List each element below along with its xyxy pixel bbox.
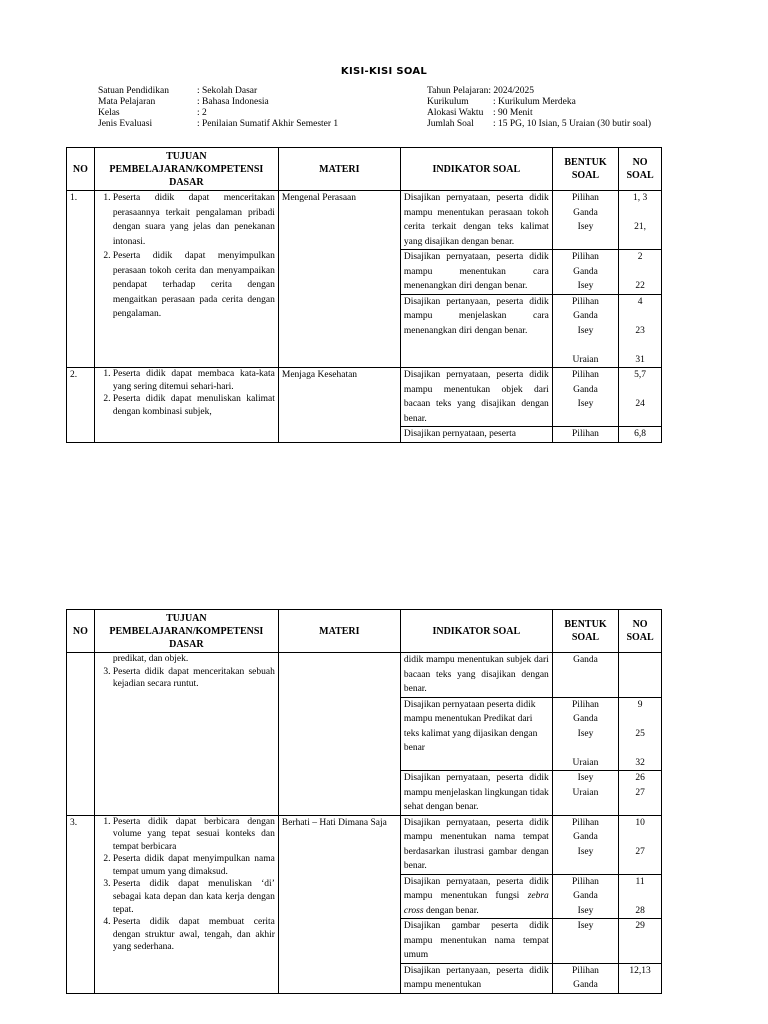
materi-cell: Mengenal Perasaan	[278, 191, 400, 368]
bentuk-line: Isey	[577, 846, 594, 857]
tujuan-item: 1. Peserta didik dapat membaca kata-kata yang sering ditemui sehari-hari.	[113, 368, 275, 393]
bentuk-line: Ganda	[573, 891, 598, 901]
nosoal-line: 28	[635, 905, 645, 916]
meta-value: : Sekolah Dasar	[197, 86, 258, 96]
tujuan-cell	[94, 815, 278, 993]
header-bentuk: BENTUK SOAL	[552, 610, 618, 653]
indikator-cell: Disajikan pernyataan, peserta didik mampu menentukan perasaan tokoh cerita terkait dengan teks kalimat yang disajikan dengan benar.	[400, 191, 552, 250]
nosoal-cell: 29	[619, 919, 662, 964]
bentuk-line: Uraian	[572, 787, 599, 798]
meta-row	[427, 86, 651, 97]
bentuk-line: Uraian	[572, 757, 599, 768]
header-nosoal: NO SOAL	[619, 148, 662, 191]
nosoal-line: 22	[635, 281, 645, 291]
meta-label: Mata Pelajaran	[98, 97, 156, 107]
indikator-cell	[400, 874, 552, 919]
tujuan-item: 2. Peserta didik dapat menyimpulkan nama tempat umum yang dimaksud.	[113, 853, 275, 878]
meta-label: Jumlah Soal	[427, 119, 474, 129]
table-row	[67, 653, 662, 698]
tujuan-item: 2. Peserta didik dapat menuliskan kalimat dengan kombinasi subjek,	[113, 393, 275, 418]
header-indikator: INDIKATOR SOAL	[400, 148, 552, 191]
meta-row	[427, 119, 651, 130]
indikator-cell: Disajikan pernyataan, peserta	[400, 427, 552, 443]
nosoal-cell: 12,13	[619, 963, 662, 993]
bentuk-line: Ganda	[573, 266, 598, 277]
table-header-row	[67, 148, 662, 191]
nosoal-line: 10	[635, 817, 645, 828]
nosoal-cell	[619, 250, 662, 295]
indikator-cell: Disajikan pertanyaan, peserta didik mampu menjelaskan cara menenangkan diri dengan benar.	[400, 294, 552, 368]
bentuk-line: Pilihan	[572, 965, 599, 976]
tujuan-item: 3. Peserta didik dapat menuliskan ‘di’ sebagai kata depan dan kata kerja dengan tepat.	[113, 878, 275, 916]
row-number: 3.	[67, 815, 95, 993]
bentuk-line: Pilihan	[572, 370, 599, 380]
nosoal-line: 25	[635, 728, 645, 739]
bentuk-line: Pilihan	[572, 296, 599, 307]
meta-row	[98, 119, 338, 130]
nosoal-line: 21,	[634, 222, 647, 232]
kisi-table-page-1	[66, 147, 662, 443]
meta-value: : 15 PG, 10 Isian, 5 Uraian (30 butir soal)	[493, 119, 652, 129]
indikator-text: Disajikan pernyataan, peserta didik mampu menentukan fungsi	[403, 876, 549, 901]
materi-cell	[278, 653, 400, 816]
bentuk-cell	[552, 191, 618, 250]
meta-label: Satuan Pendidikan	[98, 86, 169, 96]
tujuan-item: 1. Peserta didik dapat berbicara dengan volume yang tepat sesuai konteks dan tempat berbicara	[113, 816, 275, 854]
nosoal-line: 2	[637, 252, 643, 262]
meta-value: : 2	[197, 108, 207, 118]
bentuk-line: Isey	[577, 399, 594, 409]
nosoal-line: 23	[635, 325, 645, 336]
meta-label: Kelas	[98, 108, 120, 118]
bentuk-line: Pilihan	[572, 252, 599, 262]
nosoal-cell	[619, 697, 662, 771]
bentuk-line	[556, 741, 615, 756]
indikator-cell: Disajikan gambar peserta didik mampu menentukan nama tempat umum	[400, 919, 552, 964]
nosoal-cell	[619, 653, 662, 698]
meta-label: Jenis Evaluasi	[98, 119, 153, 129]
meta-row	[98, 108, 338, 119]
indikator-cell: Disajikan pernyataan peserta didik mampu menentukan Predikat dari teks kalimat yang dijasikan dengan benar	[400, 697, 552, 771]
nosoal-line: 27	[635, 846, 645, 857]
nosoal-cell	[619, 294, 662, 368]
table-header-row	[67, 610, 662, 653]
bentuk-line: Ganda	[573, 207, 598, 218]
table-row	[67, 815, 662, 874]
nosoal-line: 1, 3	[632, 193, 648, 203]
header-materi: MATERI	[278, 610, 400, 653]
nosoal-line	[622, 338, 658, 353]
indikator-text: dengan benar.	[423, 905, 479, 916]
header-tujuan: TUJUAN PEMBELAJARAN/KOMPETENSI DASAR	[94, 610, 278, 653]
bentuk-cell: Ganda	[552, 653, 618, 698]
bentuk-line: Uraian	[572, 354, 599, 365]
nosoal-line	[622, 830, 658, 845]
bentuk-cell: Isey	[552, 919, 618, 964]
meta-value: : 90 Menit	[493, 108, 533, 118]
tujuan-cell	[94, 368, 278, 443]
nosoal-cell	[619, 771, 662, 816]
nosoal-line	[622, 712, 658, 727]
header-tujuan: TUJUAN PEMBELAJARAN/KOMPETENSI DASAR	[94, 148, 278, 191]
header-materi: MATERI	[278, 148, 400, 191]
indikator-cell: Disajikan pernyataan, peserta didik mampu menentukan objek dari bacaan teks yang disajikan dengan benar.	[400, 368, 552, 427]
header-no: NO	[67, 610, 95, 653]
meta-row	[98, 86, 338, 97]
nosoal-line: 5,7	[634, 370, 647, 380]
bentuk-line: Pilihan	[572, 699, 599, 710]
bentuk-line: Isey	[577, 325, 594, 336]
nosoal-cell	[619, 191, 662, 250]
nosoal-line: 27	[635, 787, 645, 798]
bentuk-cell	[552, 294, 618, 368]
bentuk-line: Ganda	[573, 714, 598, 724]
document-title: KISI-KISI SOAL	[340, 66, 428, 77]
meta-label: Alokasi Waktu	[427, 108, 484, 118]
meta-value: : Bahasa Indonesia	[197, 97, 269, 107]
header-indikator: INDIKATOR SOAL	[400, 610, 552, 653]
tujuan-item: 2. Peserta didik dapat menyimpulkan perasaan tokoh cerita dan menyampaikan pendapat terhadap cerita dengan mengaitkan perasaan pada cerita dengan pengalaman.	[113, 249, 275, 322]
bentuk-cell	[552, 250, 618, 295]
meta-left	[98, 86, 338, 130]
nosoal-line	[622, 741, 658, 756]
bentuk-cell	[552, 368, 618, 427]
header-bentuk: BENTUK SOAL	[552, 148, 618, 191]
nosoal-line: 9	[637, 699, 643, 710]
row-number	[67, 653, 95, 816]
bentuk-line: Isey	[577, 281, 594, 291]
bentuk-cell	[552, 815, 618, 874]
meta-value: : Kurikulum Merdeka	[493, 97, 576, 107]
indikator-cell: Disajikan pertanyaan, peserta didik mampu menentukan	[400, 963, 552, 993]
tujuan-continuation: predikat, dan objek.	[112, 654, 189, 664]
indikator-cell: didik mampu menentukan subjek dari bacaan teks yang disajikan dengan benar.	[400, 653, 552, 698]
materi-cell: Berhati – Hati Dimana Saja	[278, 815, 400, 993]
nosoal-line: 24	[635, 399, 645, 409]
meta-label: Kurikulum	[427, 97, 469, 107]
indikator-cell: Disajikan pernyataan, peserta didik mampu menentukan nama tempat berdasarkan ilustrasi gambar dengan benar.	[400, 815, 552, 874]
header-nosoal: NO SOAL	[619, 610, 662, 653]
meta-right	[427, 86, 651, 130]
meta-label: Tahun Pelajaran: 2024/2025	[427, 86, 534, 96]
bentuk-line: Pilihan	[572, 817, 599, 828]
bentuk-line: Pilihan	[572, 193, 599, 203]
bentuk-line	[556, 338, 615, 353]
bentuk-line: Ganda	[573, 832, 598, 842]
indikator-emphasis: zebra cross	[403, 891, 549, 916]
meta-value: : Penilaian Sumatif Akhir Semester 1	[197, 119, 339, 129]
bentuk-line: Ganda	[573, 980, 598, 990]
nosoal-cell: 6,8	[619, 427, 662, 443]
bentuk-cell	[552, 771, 618, 816]
bentuk-cell	[552, 874, 618, 919]
bentuk-cell	[552, 963, 618, 993]
nosoal-line: 26	[635, 773, 645, 783]
bentuk-line: Isey	[577, 222, 594, 232]
meta-row	[98, 97, 338, 108]
nosoal-cell	[619, 815, 662, 874]
meta-row	[427, 108, 651, 119]
nosoal-line	[622, 206, 658, 221]
table-row	[67, 191, 662, 250]
nosoal-cell	[619, 874, 662, 919]
row-number: 2.	[67, 368, 95, 443]
bentuk-line: Ganda	[573, 384, 598, 395]
nosoal-line	[622, 383, 658, 398]
tujuan-cell	[94, 653, 278, 816]
nosoal-line: 31	[635, 354, 645, 365]
bentuk-line: Isey	[577, 905, 594, 916]
bentuk-line: Ganda	[573, 311, 598, 321]
bentuk-line: Pilihan	[572, 876, 599, 887]
bentuk-line: Isey	[577, 773, 594, 783]
bentuk-line: Isey	[577, 728, 594, 739]
nosoal-line	[622, 889, 658, 904]
bentuk-cell: Pilihan	[552, 427, 618, 443]
nosoal-cell	[619, 368, 662, 427]
nosoal-line: 11	[635, 876, 645, 887]
tujuan-cell	[94, 191, 278, 368]
nosoal-line	[622, 309, 658, 324]
tujuan-item: 3. Peserta didik dapat menceritakan sebuah kejadian secara runtut.	[113, 666, 275, 691]
bentuk-cell	[552, 697, 618, 771]
kisi-table-page-2	[66, 609, 662, 994]
row-number: 1.	[67, 191, 95, 368]
header-no: NO	[67, 148, 95, 191]
nosoal-line	[622, 265, 658, 280]
nosoal-line: 32	[635, 757, 645, 768]
tujuan-item: 4. Peserta didik dapat membuat cerita dengan struktur awal, tengah, dan akhir yang sederhana.	[113, 916, 275, 954]
tujuan-item: 1. Peserta didik dapat menceritakan perasaannya terkait pengalaman pribadi dengan suara yang jelas dan penekanan intonasi.	[113, 191, 275, 249]
meta-row	[427, 97, 651, 108]
indikator-cell: Disajikan pernyataan, peserta didik mampu menentukan cara menenangkan diri dengan benar.	[400, 250, 552, 295]
materi-cell: Menjaga Kesehatan	[278, 368, 400, 443]
indikator-cell: Disajikan pernyataan, peserta didik mampu menjelaskan lingkungan tidak sehat dengan benar.	[400, 771, 552, 816]
table-row	[67, 368, 662, 427]
nosoal-line: 4	[637, 296, 643, 307]
